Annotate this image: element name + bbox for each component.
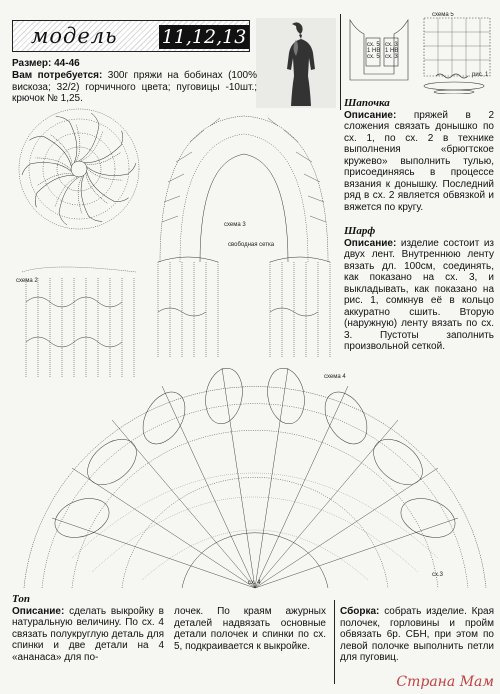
top-block [12, 594, 164, 663]
assembly-label: Сборка: [340, 606, 380, 617]
sch4-short-label: сх. 4 [248, 580, 261, 586]
size-label: Размер: [12, 58, 52, 69]
assembly-block [340, 606, 494, 664]
assembly-text: собрать изделие. Края полочек, горловины и пройм обвязать 6р. СБН, при этом по левой полочке выполнить петли для пуговиц. [340, 606, 494, 663]
scheme5-label: схема 5 [432, 12, 454, 18]
hat-block [344, 98, 494, 213]
top-text-col2: лочек. По краям ажурных деталей надвязать основные детали полочек и спинки по сх. 5, подкраивается к выкройке. [174, 606, 326, 652]
top-text-col1: сделать выкройку в натуральную величину. По сх. 4 связать полукруглую деталь для спинки и две детали на 4 «ананаса» для по- [12, 605, 164, 663]
sch-label-3: сх. 5 [367, 54, 380, 60]
scheme4-label: схема 4 [324, 374, 346, 380]
scarf-block [344, 226, 494, 353]
watermark: Страна Мам [396, 674, 494, 690]
scheme3-arch [150, 112, 338, 362]
scarf-title: Шарф [344, 225, 376, 237]
top-desc-label: Описание: [12, 605, 65, 617]
scheme4-semicircle [12, 358, 498, 594]
fig1-label: рис. 1 [472, 72, 489, 78]
column-divider-top [340, 14, 341, 110]
scheme5-diagram [344, 12, 494, 94]
size-line [12, 58, 252, 70]
scheme2-label: схема 2 [16, 278, 38, 284]
scarf-desc-label: Описание: [344, 237, 397, 249]
np-label-1: 1 НВ [367, 48, 381, 54]
model-word: модель [31, 24, 118, 48]
free-net-label: свободная сетка [228, 242, 275, 248]
materials-block [12, 70, 257, 105]
model-silhouette [256, 18, 336, 108]
hat-text: пряжей в 2 сложения связать донышко по сх. 1, по сх. 2 в технике выполнения «брюгтское кружево» выполнить тулью, присоединяясь в процессе вязания к донышку. Последний ряд в сх. 2 является обвязкой и вяжется по кругу. [344, 109, 495, 213]
sch-label-4: сх. 3 [385, 54, 398, 60]
top-title: Топ [12, 593, 30, 605]
model-photo [256, 18, 336, 108]
model-banner [12, 20, 250, 52]
sch-label-1: сх. 5 [367, 42, 380, 48]
model-numbers: 11,12,13 [159, 25, 249, 49]
np-label-2: 1 НВ [385, 48, 399, 54]
scheme3-label: схема 3 [224, 222, 246, 228]
hat-title: Шапочка [344, 97, 390, 109]
materials-text: 300г пряжи на бобинах (100% вискоза; 32/2) горчичного цвета; пуговицы -10шт.; крючок № 1,25. [12, 70, 257, 104]
sch3-short-label: сх.3 [432, 572, 444, 578]
column-divider-bottom [334, 600, 335, 684]
materials-label: Вам потребуется: [12, 70, 103, 81]
top-text-col2-block [174, 606, 326, 652]
sch-label-2: сх. 3 [385, 42, 398, 48]
scheme1-circle [14, 104, 144, 234]
hat-desc-label: Описание: [344, 109, 397, 121]
size-value: 44-46 [54, 58, 80, 69]
scarf-text: изделие состоит из двух лент. Внутреннюю ленту вязать дл. 100см, соединять, как показано на сх. 3, и выкладывать, как показано на рис. 1, сомкнув её в кольцо аккуратно сшить. Вторую (наружную) ленту вязать по сх. 3. Пустоты заполнить произвольной сеткой. [344, 237, 494, 352]
